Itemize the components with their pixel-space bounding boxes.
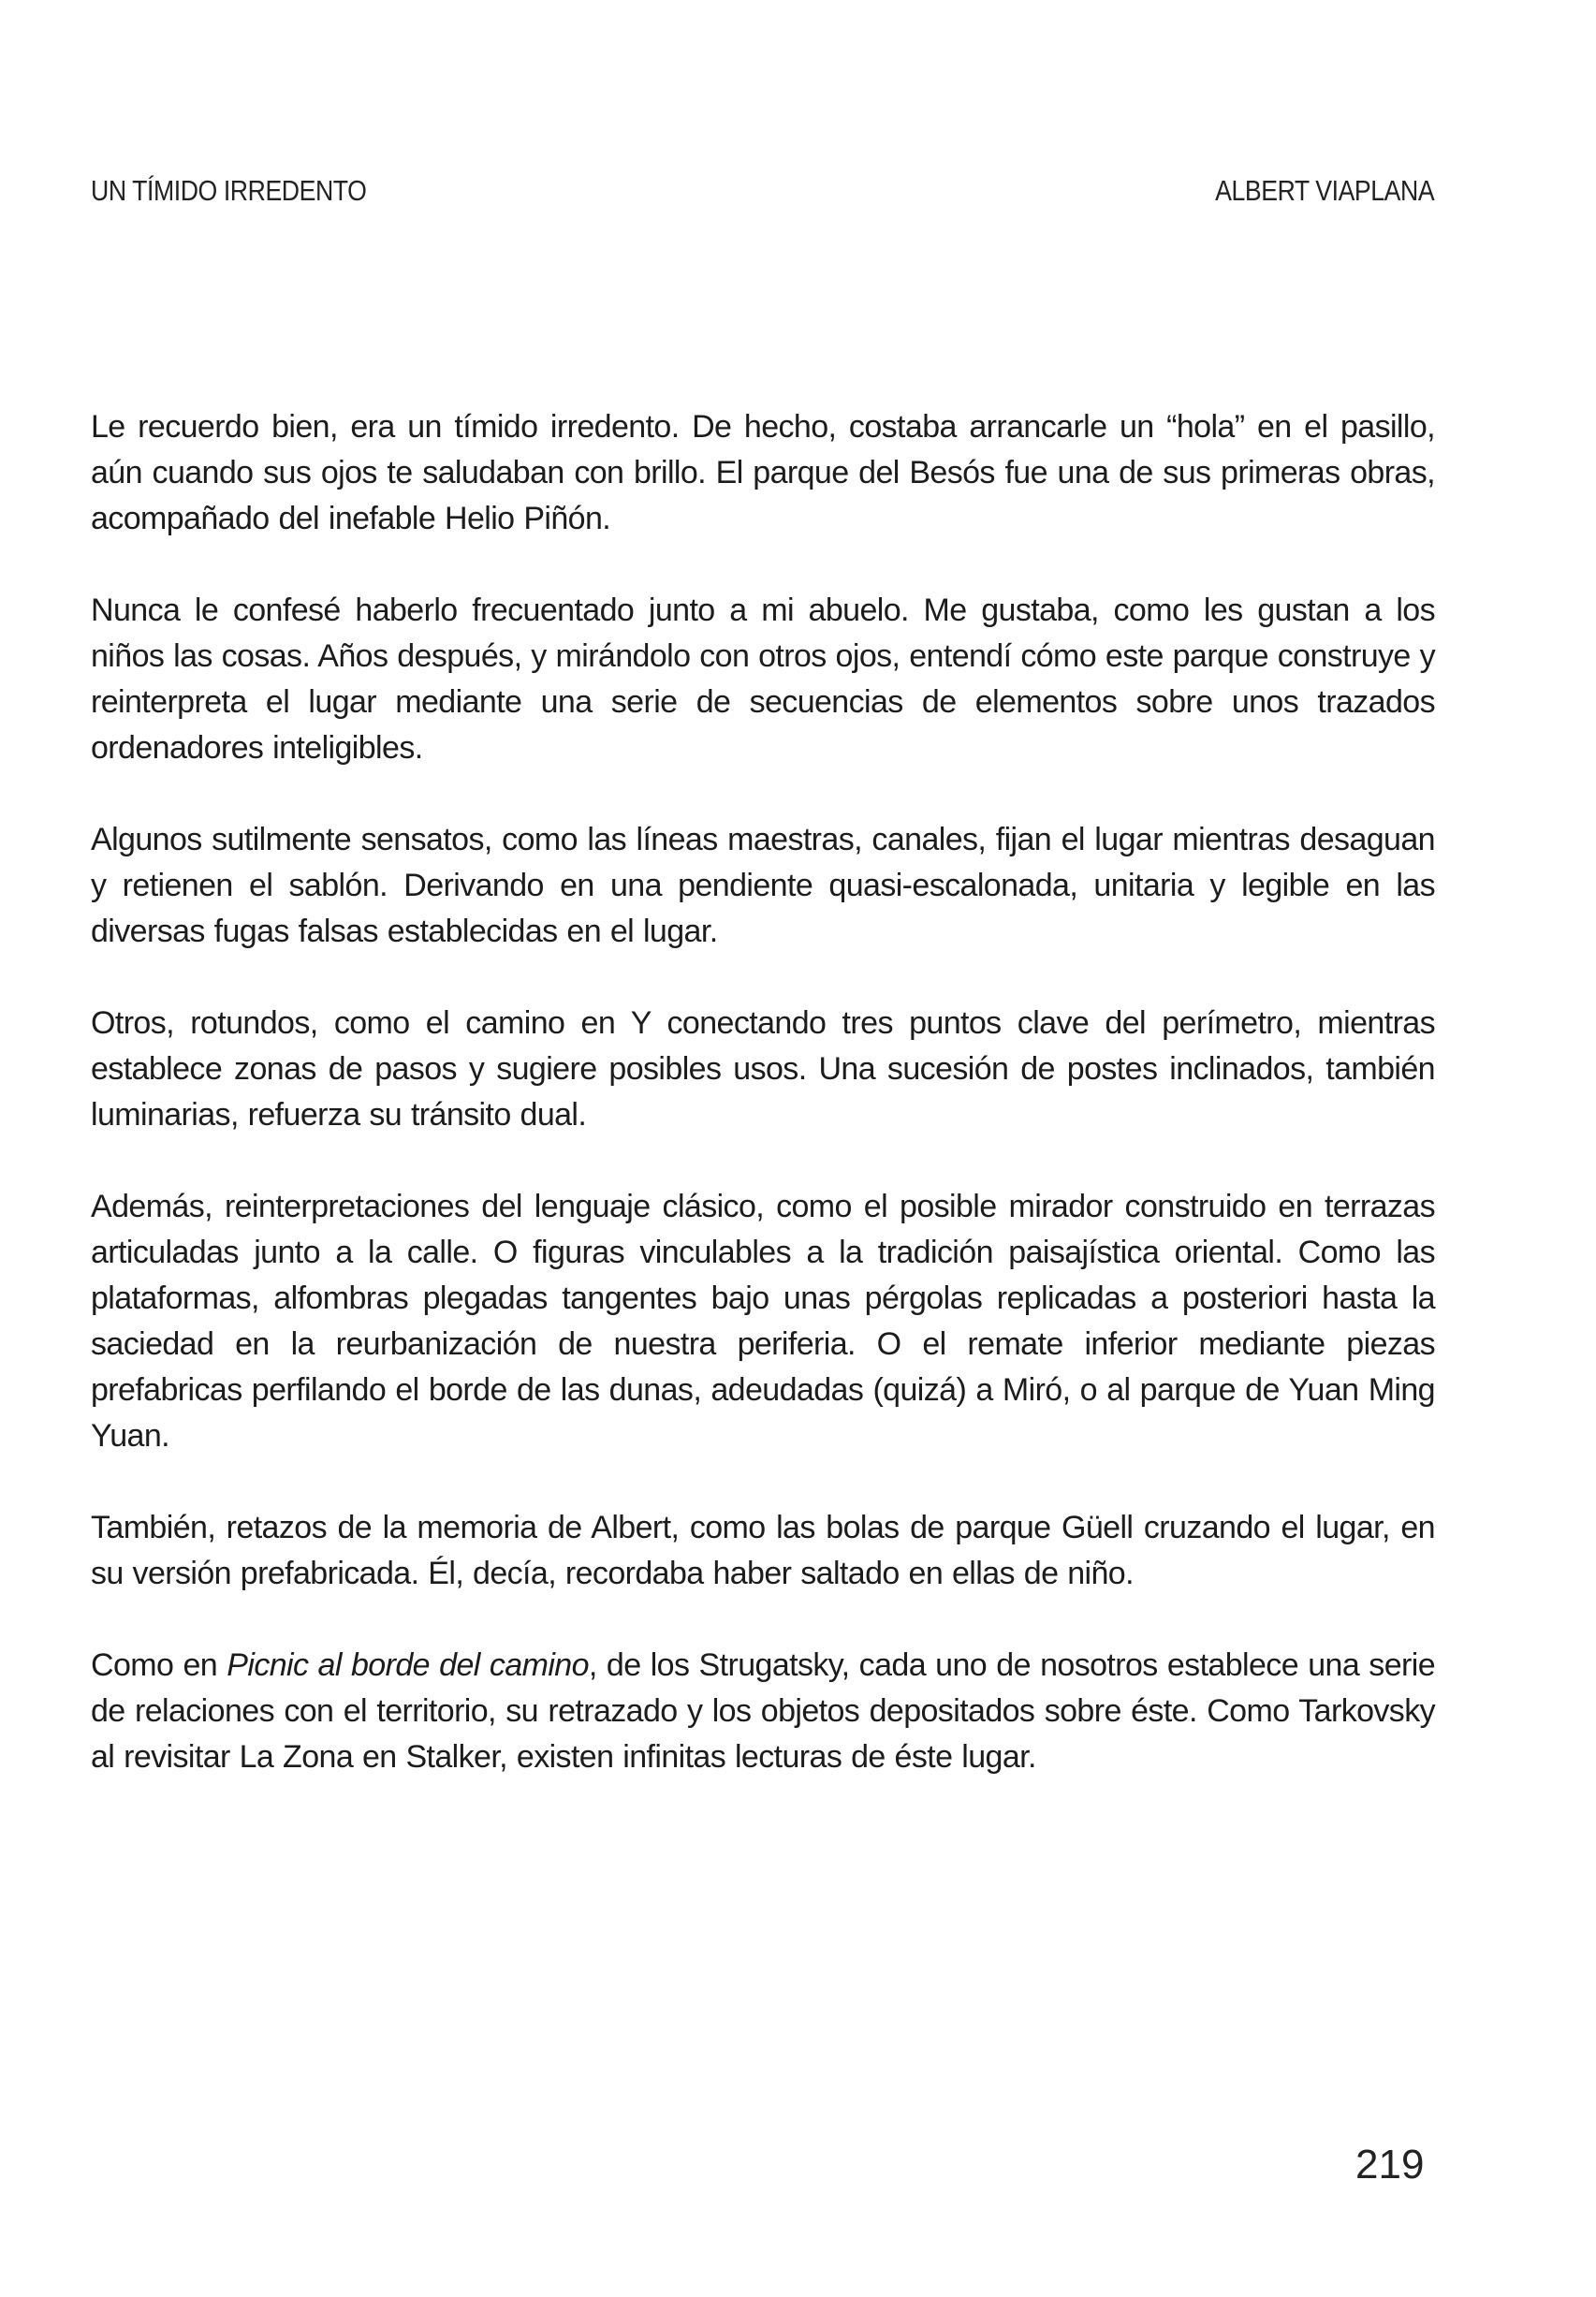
paragraph-5: Además, reinterpretaciones del lenguaje clásico, como el posible mirador construido en terrazas articuladas junto a la calle. O figuras vinculables a la tradición paisajística oriental. Como las plataformas, alfombras plegadas tangentes bajo unas pérgolas replicadas a posteriori hasta la saciedad en la reurbanización de nuestra periferia. O el remate inferior mediante piezas prefabricas perfilando el borde de las dunas, adeudadas (quizá) a Miró, o al parque de Yuan Ming Yuan. bbox=[91, 1189, 1435, 1454]
paragraph-6: También, retazos de la memoria de Albert, como las bolas de parque Güell cruzando el lugar, en su versión prefabricada. Él, decía, recordaba haber saltado en ellas de niño. bbox=[91, 1510, 1435, 1591]
paragraph-3: Algunos sutilmente sensatos, como las líneas maestras, canales, fijan el lugar mientras desaguan y retienen el sablón. Derivando en una pendiente quasi-escalonada, unitaria y legible en las diversas fugas falsas establecidas en el lugar. bbox=[91, 822, 1435, 949]
page-number: 219 bbox=[1355, 2142, 1425, 2187]
paragraph-1: Le recuerdo bien, era un tímido irredento. De hecho, costaba arrancarle un “hola” en el pasillo, aún cuando sus ojos te saludaban con brillo. El parque del Besós fue una de sus primeras obras, acompañado del inefable Helio Piñón. bbox=[91, 409, 1435, 536]
paragraph-2: Nunca le confesé haberlo frecuentado junto a mi abuelo. Me gustaba, como les gustan a los niños las cosas. Años después, y mirándolo con otros ojos, entendí cómo este parque construye y reinterpreta el lugar mediante una serie de secuencias de elementos sobre unos trazados ordenadores inteligibles. bbox=[91, 593, 1435, 766]
paragraph-7-intro: Como en bbox=[91, 1647, 227, 1683]
paragraph-7-rest: , de los Strugatsky, cada uno de nosotros establece una serie de relaciones con el territorio, su retrazado y los objetos depositados sobre éste. Como Tarkovsky al revisitar La Zona en Stalker, existen infinitas lecturas de éste lugar. bbox=[91, 1647, 1436, 1775]
article-body bbox=[91, 404, 1435, 1780]
running-head-title: UN TÍMIDO IRREDENTO bbox=[91, 174, 367, 207]
paragraph-7 bbox=[91, 1643, 1435, 1780]
book-title: Picnic al borde del camino bbox=[227, 1647, 589, 1683]
running-head-author: ALBERT VIAPLANA bbox=[1214, 174, 1434, 207]
paragraph-4: Otros, rotundos, como el camino en Y conectando tres puntos clave del perímetro, mientras establece zonas de pasos y sugiere posibles usos. Una sucesión de postes inclinados, también luminarias, refuerza su tránsito dual. bbox=[91, 1005, 1435, 1133]
